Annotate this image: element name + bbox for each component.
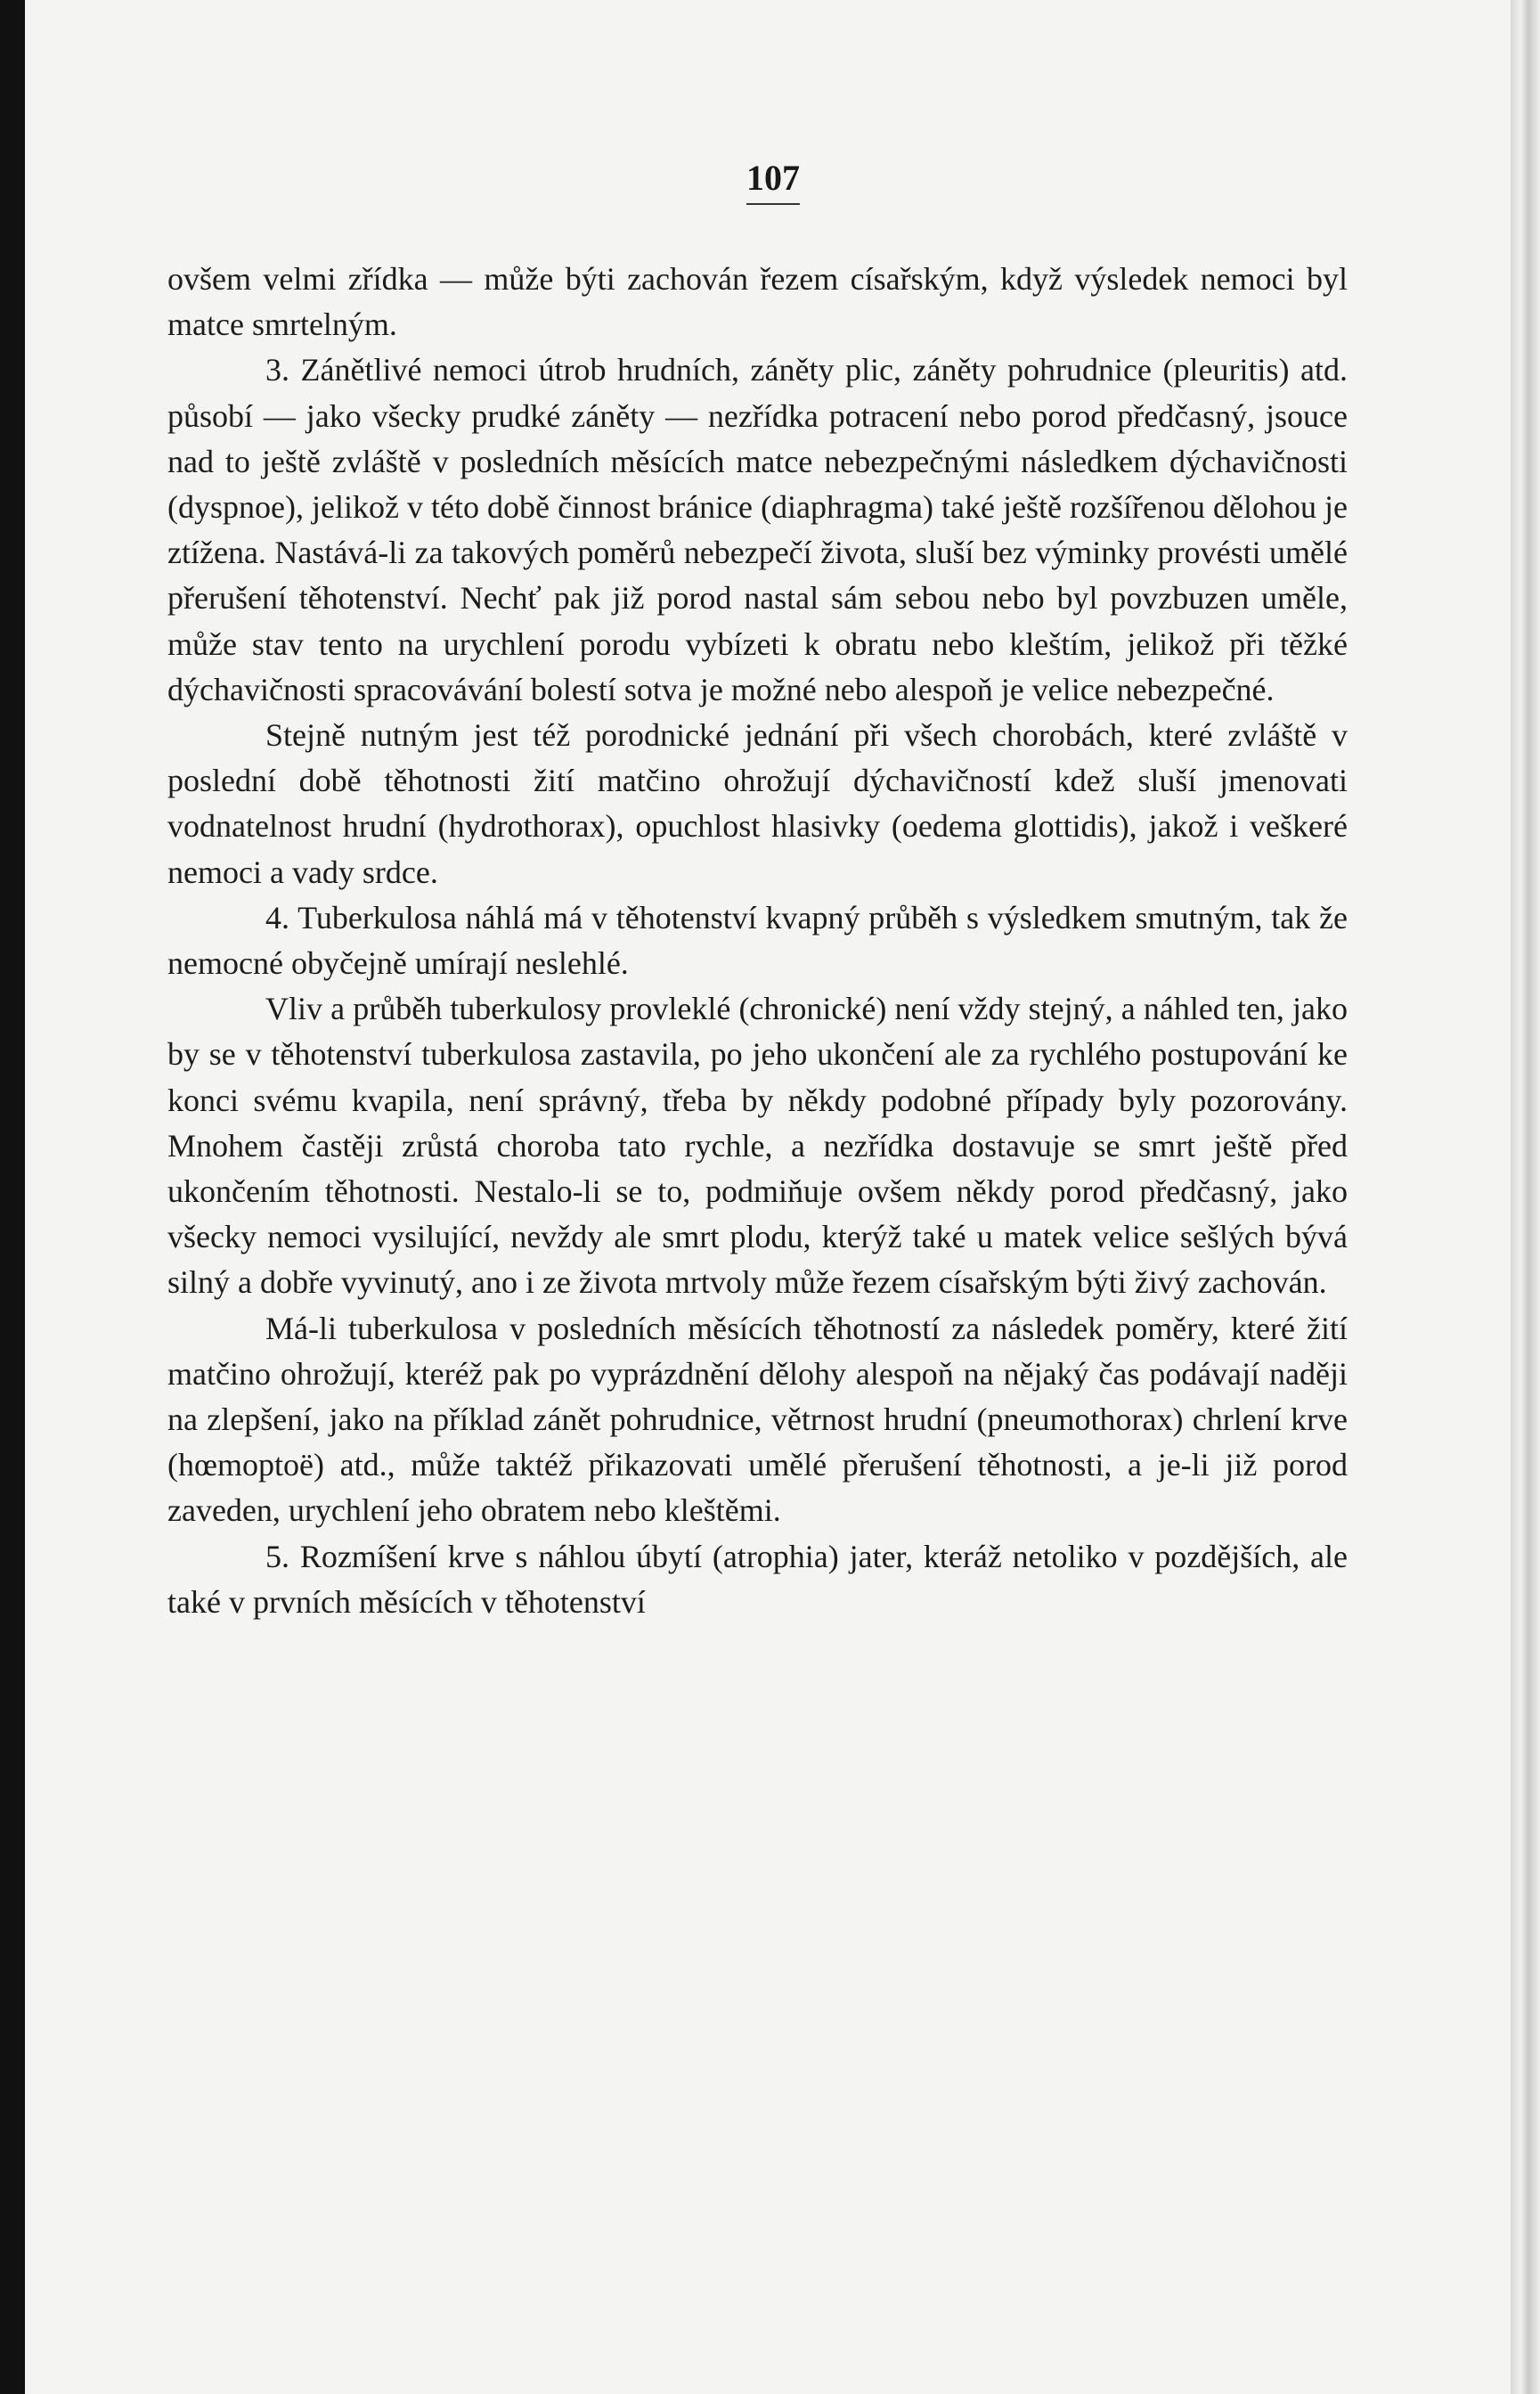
paragraph-5: Vliv a průběh tuberkulosy provleklé (chronické) není vždy stejný, a náhled ten, jako by se v těhotenství tuberkulosa zastavila, po jeho ukončení ale za rychlého postupování ke konci svému kvapila, není správný, třeba by někdy podobné případy byly pozorovány. Mnohem častěji zrůstá choroba tato rychle, a nezřídka dostavuje se smrt ještě před ukončením těhotnosti. Nestalo-li se to, podmiňuje ovšem někdy porod předčasný, jako všecky nemoci vysilující, nevždy ale smrt plodu, kterýž také u matek velice sešlých bývá silný a dobře vyvinutý, ano i ze života mrtvoly může řezem císařským býti živý zachován. <box>167 991 1348 1301</box>
body-text <box>167 257 1348 1625</box>
page-number: 107 <box>746 158 800 198</box>
paragraph-2: 3. Zánětlivé nemoci útrob hrudních, záněty plic, záněty pohrudnice (pleuritis) atd. působí — jako všecky prudké záněty — nezřídka potracení nebo porod předčasný, jsouce nad to ještě zvláště v posledních měsících matce nebezpečnými následkem dýchavičnosti (dyspnoe), jelikož v této době činnost bránice (diaphragma) také ještě rozšířenou dělohou je ztížena. Nastává-li za takových poměrů nebezpečí života, sluší bez výminky provésti umělé přerušení těhotenství. Nechť pak již porod nastal sám sebou nebo byl povzbuzen uměle, může stav tento na urychlení porodu vybízeti k obratu nebo kleštím, jelikož při těžké dýchavičnosti spracovávání bolestí sotva je možné nebo alespoň je velice nebezpečné. <box>167 352 1348 707</box>
book-page <box>25 0 1511 2394</box>
paragraph-1: ovšem velmi zřídka — může býti zachován řezem císařským, když výsledek nemoci byl matce smrtelným. <box>167 261 1348 343</box>
page-number-rule <box>746 203 800 205</box>
paragraph-3: Stejně nutným jest též porodnické jednání při všech chorobách, které zvláště v poslední době těhotnosti žití matčino ohrožují dýchavičností kdež sluší jmenovati vodnatelnost hrudní (hydrothorax), opuchlost hlasivky (oedema glottidis), jakož i veškeré nemoci a vady srdce. <box>167 717 1348 890</box>
paragraph-6: Má-li tuberkulosa v posledních měsících těhotností za následek poměry, které žití matčino ohrožují, kteréž pak po vyprázdnění dělohy alespoň na nějaký čas podávají naději na zlepšení, jako na příklad zánět pohrudnice, větrnost hrudní (pneumothorax) chrlení krve (hœmoptoë) atd., může taktéž přikazovati umělé přerušení těhotnosti, a je-li již porod zaveden, urychlení jeho obratem nebo kleštěmi. <box>167 1310 1348 1529</box>
paragraph-4: 4. Tuberkulosa náhlá má v těhotenství kvapný průběh s výsledkem smutným, tak že nemocné obyčejně umírají neslehlé. <box>167 899 1348 982</box>
page-edge <box>1511 0 1540 2394</box>
paragraph-7: 5. Rozmíšení krve s náhlou úbytí (atrophia) jater, kteráž netoliko v pozdějších, ale také v prvních měsících v těhotenství <box>167 1538 1348 1620</box>
